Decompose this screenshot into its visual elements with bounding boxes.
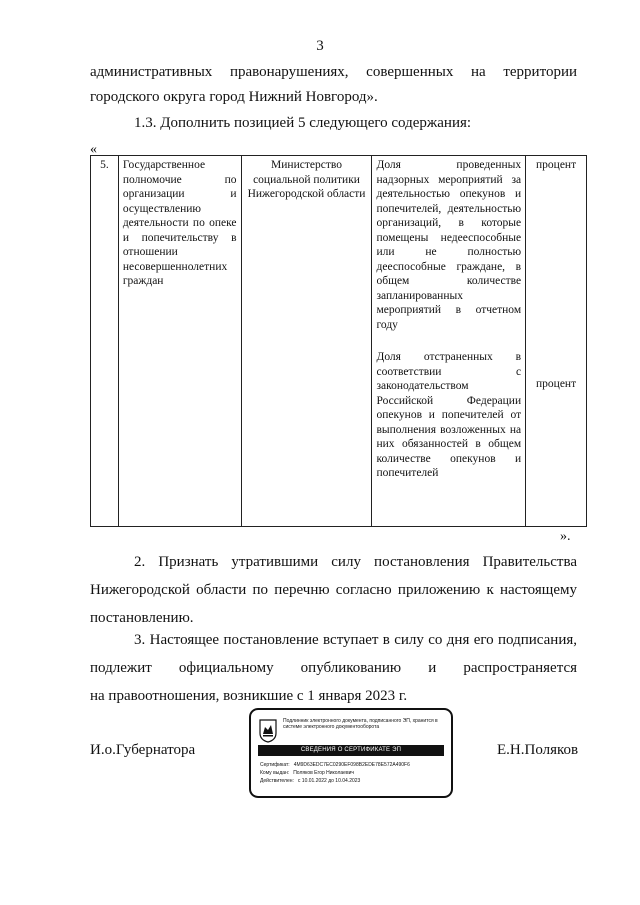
stamp-banner: СВЕДЕНИЯ О СЕРТИФИКАТЕ ЭП [258, 745, 444, 756]
signer-name: Е.Н.Поляков [497, 742, 579, 758]
intro-line: административных правонарушениях, совершенных на территории [90, 64, 577, 80]
table-row [91, 156, 587, 527]
intro-line: городского округа город Нижний Новгород». [90, 89, 378, 105]
positions-table [90, 155, 587, 527]
clause-1-3-text: 1.3. Дополнить позицией 5 следующего содержания: [134, 115, 472, 131]
clause-1-3 [90, 111, 577, 136]
clause-3-line: 3. Настоящее постановление вступает в силу со дня его подписания, [134, 632, 577, 648]
authority-cell: Государственное полномочие по организации и осуществлению деятельности по опеке и попечительству в отношении несовершеннолетних граждан [118, 156, 241, 527]
cert-value: 4M9D63EDC7EC0290EF098B2EDE78E572A490F6 [293, 762, 410, 768]
clause-2-line: постановлению. [90, 610, 194, 626]
organization-cell: Министерство социальной политики Нижегородской области [241, 156, 372, 527]
stamp-validity [260, 778, 446, 784]
closing-quote: ». [560, 529, 571, 544]
indicator-1-unit: процент [536, 159, 577, 171]
indicator-cell [372, 156, 526, 527]
clause-3-line: подлежит официальному опубликованию и распространяется [90, 660, 577, 676]
owner-label: Кому выдан: [260, 770, 290, 776]
clause-2-line: 2. Признать утратившими силу постановления Правительства [134, 554, 577, 570]
cert-label: Сертификат: [260, 762, 290, 768]
unit-cell [526, 156, 587, 527]
clause-3 [90, 626, 577, 710]
coat-of-arms-icon [259, 719, 277, 743]
indicator-2-unit: процент [536, 377, 577, 390]
clause-2-line: Нижегородской области по перечню согласно приложению к настоящему [90, 582, 577, 598]
stamp-owner [260, 770, 446, 776]
indicator-2-text: Доля отстраненных в соответствии с законодательством Российской Федерации опекунов и попечителей от выполнения возложенных на них обязанностей в общем количестве опекунов и попечителей [376, 351, 522, 479]
valid-value: с 10.01.2022 до 10.04.2023 [297, 778, 361, 784]
indicator-1-text: Доля проведенных надзорных мероприятий за деятельностью опекунов и попечителей, деятельностью организаций, в которые помещены недееспособные или не полностью дееспособные граждане, в общем количестве запланированных мероприятий в отчетном году [376, 159, 522, 331]
opening-quote: « [90, 142, 97, 157]
intro-paragraph [90, 60, 577, 110]
e-signature-stamp [249, 708, 453, 798]
valid-label: Действителен: [260, 778, 294, 784]
owner-value: Поляков Егор Николаевич [293, 770, 354, 776]
stamp-certificate [260, 762, 446, 768]
clause-2 [90, 548, 577, 632]
page-number: 3 [316, 38, 324, 54]
signer-title: И.о.Губернатора [90, 742, 196, 758]
clause-3-line: на правоотношения, возникшие с 1 января 2023 г. [90, 688, 408, 704]
stamp-note: Подлинник электронного документа, подписанного ЭП, хранится в системе электронного документооборота [283, 718, 438, 730]
position-number: 5. [91, 156, 119, 527]
